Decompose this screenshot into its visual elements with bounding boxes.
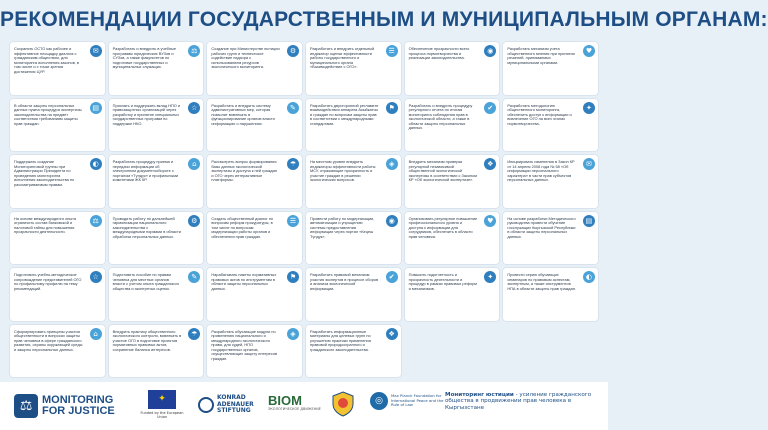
recommendation-text: Обеспечение прозрачности всего процесса нормотворчества и реализации законодательства. xyxy=(408,46,470,61)
project-name: Мониторинг юстиции xyxy=(445,392,514,398)
recommendation-icon: ✦ xyxy=(583,102,595,114)
recommendation-text: Внедрить механизм проверки регулярной независимой общественной экологической экспертизы в соответствии с Законом КР «Об экологической экспертизе». xyxy=(408,159,477,183)
recommendation-card xyxy=(405,155,500,208)
recommendation-icon: ⚑ xyxy=(386,102,398,114)
recommendation-icon: ◈ xyxy=(287,328,299,340)
recommendation-text: Подготовить пособие по правам человека для местных органов власти с учетом опыта гражданского общества и экспертных оценок. xyxy=(112,272,180,291)
recommendation-icon: ♥ xyxy=(583,45,595,57)
recommendation-card xyxy=(207,325,302,378)
recommendation-card xyxy=(306,42,401,95)
recommendation-card xyxy=(306,212,401,265)
recommendation-card xyxy=(109,99,204,152)
recommendation-icon: ✔ xyxy=(484,102,496,114)
recommendation-card xyxy=(306,155,401,208)
recommendation-text: Разработать и внедрить процедуру регулярного отчета по итогам мониторинга соблюдения прав в экологической области, а также в области защиты персональных данных. xyxy=(408,102,473,131)
recommendation-card xyxy=(10,268,105,321)
recommendation-text: Организовать регулярное повышение профессионального уровня и доступа к информации для сотрудников, обеспечить в области прав человека. xyxy=(408,215,478,239)
project-desc: - усиление гражданского общества в продвижении прав человека в Кыргызстане xyxy=(445,392,592,411)
recommendation-card xyxy=(207,99,302,152)
eu-logo xyxy=(140,390,184,419)
recommendation-icon: ✦ xyxy=(484,271,496,283)
recommendation-text: Разработать двусторонний регламент взаимодействия аппарата Акыйкатчы и граждан по вопросам защиты прав в соответствии с международными стандартами. xyxy=(310,102,379,126)
recommendation-text: Провести работу по модернизации, автоматизации и упрощению системы предоставления информации через портал «Кеңеш Түндүк». xyxy=(310,215,375,239)
recommendation-card xyxy=(207,212,302,265)
recommendation-text: Разработать правовой механизм участия экспертов в процессе сборов и анализа экологической информации. xyxy=(310,272,379,291)
recommendation-card xyxy=(109,268,204,321)
kas-ring-icon xyxy=(198,397,214,413)
recommendation-icon: ◐ xyxy=(583,271,595,283)
eu-flag-icon: ✦ xyxy=(148,390,176,409)
recommendation-icon: ☆ xyxy=(188,102,200,114)
recommendation-text: Разработать механизм учета общественного мнения при принятии решений, принимаемых муниципальными органами. xyxy=(507,46,575,65)
recommendation-icon: ✔ xyxy=(386,271,398,283)
recommendation-card xyxy=(405,268,500,321)
mfj-line1: MONITORING xyxy=(42,394,114,406)
recommendation-card xyxy=(503,99,598,152)
recommendation-card xyxy=(10,155,105,208)
recommendation-icon: ✎ xyxy=(188,271,200,283)
recommendation-text: Разработать и внедрить систему административных мер, которая позволит вовлекать в функционирование органов власти информацию о нарушениях. xyxy=(211,102,275,126)
page-title: РЕКОМЕНДАЦИИ ГОСУДАРСТВЕННЫМ И МУНИЦИПАЛЬНЫМ ОРГАНАМ: xyxy=(0,8,768,31)
recommendation-icon: ⚖ xyxy=(90,215,102,227)
recommendation-icon: ▤ xyxy=(583,215,595,227)
recommendation-icon: ⌂ xyxy=(188,158,200,170)
recommendation-text: Разработать и внедрить в учебные программы юридических ВУЗов и СУЗов, а также факультетов по подготовке государственных и муниципальных служащих. xyxy=(112,46,176,70)
recommendation-card xyxy=(109,42,204,95)
recommendation-card xyxy=(503,212,598,265)
recommendation-text: Разработать методологию общественного мониторинга, обеспечить доступ к информации и вовлечение ОГО на всех этапах нормотворчества. xyxy=(507,102,572,126)
recommendation-card xyxy=(10,42,105,95)
recommendation-icon: ◐ xyxy=(90,158,102,170)
biom-subtitle: ЭКОЛОГИЧЕСКОЕ ДВИЖЕНИЕ xyxy=(268,407,321,411)
max-planck-text: Max Planck Foundation for International Peace and the Rule of Law xyxy=(391,393,444,408)
recommendation-icon: ◈ xyxy=(386,158,398,170)
recommendation-icon: ◉ xyxy=(484,45,496,57)
biom-title: BIOM xyxy=(268,393,302,408)
recommendation-text: На основе международного опыта ограничить состав банковской и налоговой тайны для повышения прозрачности деятельности. xyxy=(14,215,77,235)
recommendation-card xyxy=(109,325,204,378)
recommendation-text: Разработать и внедрить отдельный индикатор оценки эффективности работы государственного и муниципального органа «Взаимодействие с ОГО». xyxy=(310,46,375,70)
project-description xyxy=(445,392,605,411)
kas-line2: ADENAUER xyxy=(217,400,254,408)
recommendation-text: Сформулировать принципы участия общественности в вопросах защиты прав человека в сфере гражданского развития, охраны окружающей среды и защиты персональных данных. xyxy=(14,328,83,352)
recommendation-icon: ⌂ xyxy=(90,328,102,340)
recommendation-text: Нарабатывать пакеты нормативных правовых актов по инструментам в области защиты персональных данных. xyxy=(211,272,277,291)
recommendation-text: Сохранять ОСТО как рабочее и эффективное площадку диалога с гражданским обществом, для мониторинга исполнения законов, в том числе и с точки зрения достижения ЦУР. xyxy=(14,46,79,74)
recommendation-card xyxy=(10,99,105,152)
recommendation-card xyxy=(207,268,302,321)
recommendation-card xyxy=(405,42,500,95)
recommendation-text: Подготовить учебно-методическое сопровождение представителей ОГО по профильному профилю на тему рекомендаций. xyxy=(14,272,82,291)
recommendation-card xyxy=(207,155,302,208)
recommendations-grid xyxy=(10,42,598,377)
max-planck-logo xyxy=(370,392,449,410)
recommendation-text: Разработать обучающие модули по применению национального и международного экологического права, для судей, НПО государственных органов, осуществляющих защиту интересов граждан. xyxy=(211,328,278,362)
scales-icon: ⚖ xyxy=(14,394,38,418)
recommendation-text: Поддержать создание Мониторинговой группы при Администрации Президента по проведению мониторинга исполнения законодательства по рассматриваемым правам. xyxy=(14,159,75,187)
recommendation-card xyxy=(503,42,598,95)
mfj-line2: FOR JUSTICE xyxy=(42,405,115,417)
recommendation-text: Разработать информационные материалы для целевых групп по улучшению практики применения правовой природоохранного и гражданского законодательства. xyxy=(310,328,371,352)
recommendation-icon: ✉ xyxy=(583,158,595,170)
recommendation-icon: ☆ xyxy=(90,271,102,283)
recommendation-text: На местном уровне внедрить индикаторы эффективности работы МСУ, отражающие прозрачность и участие граждан в решении экологических вопросов. xyxy=(310,159,376,183)
recommendation-text: Внедрить практику общественного экологического контроля, вовлекать в участие ОГО в подготовке проектов нормативных правовых актов, сохранение баланса интересов. xyxy=(112,328,182,352)
recommendation-card xyxy=(109,155,204,208)
recommendation-text: Рассмотреть вопрос формирования базы данных экологической экспертизы и доступа к ней граждан и ОГО через интерактивные платформы. xyxy=(211,159,278,183)
recommendation-card xyxy=(306,268,401,321)
recommendation-icon: ▤ xyxy=(90,102,102,114)
kas-line3: STIFTUNG xyxy=(217,407,251,414)
recommendation-icon: ✉ xyxy=(90,45,102,57)
recommendation-text: В области защиты персональных данных нужна процедура экспертизы законодательства на предмет соответствия требованиям защиты прав граждан. xyxy=(14,102,82,126)
recommendation-text: Признать и поддержать вклад НПО и правозащитных организаций через разработку и принятие специальных государственных программ по поддержке НКО. xyxy=(112,102,181,126)
recommendation-icon: ✎ xyxy=(287,102,299,114)
recommendation-text: Инициировать изменения в Закон КР от 14 апреля 2008 года № 58 «Об информации персонального характера» в части прав субъектов персональных данных. xyxy=(507,159,575,183)
monitoring-for-justice-logo xyxy=(14,392,115,420)
recommendation-card xyxy=(207,42,302,95)
recommendation-text: Разработать процедуру приема и передачи информации об электронном документообороте с порталом «Түндүк» и профильными комитетами ЖК КР. xyxy=(112,159,179,183)
recommendation-card xyxy=(109,212,204,265)
recommendation-icon: ☰ xyxy=(287,215,299,227)
recommendation-card xyxy=(306,99,401,152)
recommendation-icon: ❖ xyxy=(386,328,398,340)
coat-of-arms-icon xyxy=(332,391,354,417)
footer-logos xyxy=(0,382,608,430)
recommendation-text: Проводить работу по дальнейшей гармонизации национального законодательства с международными нормами в области обработки персональных данных. xyxy=(112,215,181,239)
biom-logo xyxy=(268,394,321,411)
recommendation-icon: ❖ xyxy=(484,158,496,170)
recommendation-text: Создать общественный диалог по вопросам реформ прокуратуры, в том числе по вопросам модернизации работы органов и обеспечения прав граждан. xyxy=(211,215,274,239)
recommendation-icon: ♥ xyxy=(484,215,496,227)
recommendation-icon: ◉ xyxy=(386,215,398,227)
eu-caption: Funded by the European Union xyxy=(140,411,184,419)
recommendation-text: Провести серию обучающих семинаров по правовым аспектам, экспертным, а также инструментов НПА в области защиты прав граждан. xyxy=(507,272,576,291)
recommendation-icon: ⚙ xyxy=(188,215,200,227)
recommendation-card xyxy=(10,325,105,378)
recommendation-text: Повысить подотчетность и прозрачность деятельности и процедур в рамках правовых реформ и механизмов. xyxy=(408,272,477,291)
recommendation-text: На основе разработки Методического руководства провести обучение госслужащих Кыргызской Республики в области защиты персональных данных. xyxy=(507,215,576,239)
max-planck-icon: ◎ xyxy=(370,392,388,410)
recommendation-icon: ☂ xyxy=(188,328,200,340)
recommendation-text: Создание при Министерстве юстиции рабочих групп и техническое содействие надзора с использованием ресурсов экологического мониторинга. xyxy=(211,46,280,70)
recommendation-icon: ☰ xyxy=(386,45,398,57)
recommendation-icon: ⚖ xyxy=(188,45,200,57)
recommendation-icon: ⚙ xyxy=(287,45,299,57)
recommendation-card xyxy=(405,212,500,265)
recommendation-card xyxy=(503,155,598,208)
recommendation-card xyxy=(503,268,598,321)
recommendation-card xyxy=(405,99,500,152)
recommendation-icon: ☂ xyxy=(287,158,299,170)
recommendation-icon: ⚑ xyxy=(287,271,299,283)
kas-line1: KONRAD xyxy=(217,394,246,401)
recommendation-card xyxy=(10,212,105,265)
kas-logo xyxy=(198,395,254,415)
recommendation-card xyxy=(306,325,401,378)
